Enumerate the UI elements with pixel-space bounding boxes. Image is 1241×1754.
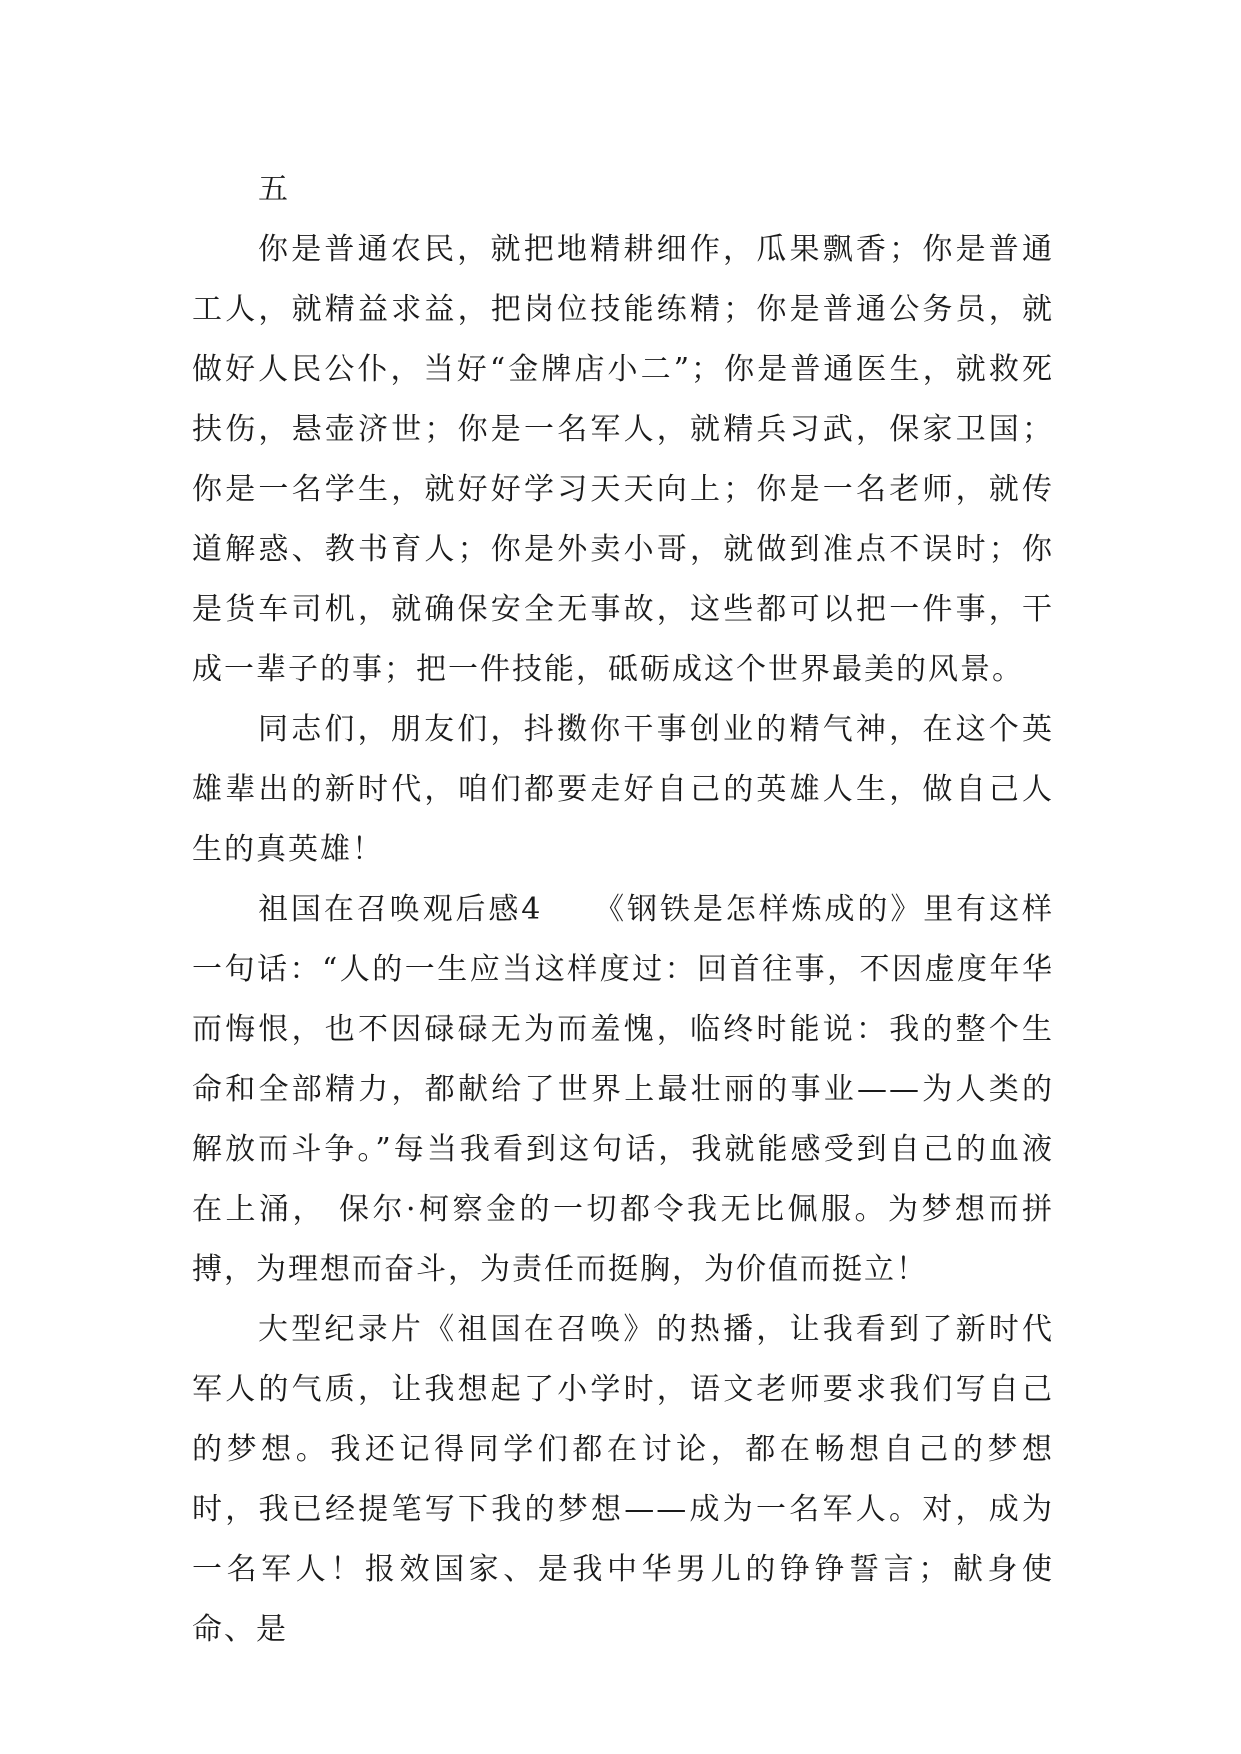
paragraph-professions: 你是普通农民，就把地精耕细作，瓜果飘香；你是普通工人，就精益求益，把岗位技能练精；你是普通公务员，就做好人民公仆，当好“金牌店小二”；你是普通医生，就救死扶伤，悬壶济世；你是一名军人，就精兵习武，保家卫国；你是一名学生，就好好学习天天向上；你是一名老师，就传道解惑、教书育人；你是外卖小哥，就做到准点不误时；你是货车司机，就确保安全无事故，这些都可以把一件事，干成一辈子的事；把一件技能，砥砺成这个世界最美的风景。 bbox=[192, 232, 1054, 687]
paragraph-review-4: 祖国在召唤观后感4 《钢铁是怎样炼成的》里有这样一句话：“人的一生应当这样度过：回首往事，不因虚度年华而悔恨，也不因碌碌无为而羞愧，临终时能说：我的整个生命和全部精力，都献给了世界上最壮丽的事业——为人类的解放而斗争。”每当我看到这句话，我就能感受到自己的血液在上涌， 保尔·柯察金的一切都令我无比佩服。为梦想而拼搏，为理想而奋斗，为责任而挺胸，为价值而挺立！ bbox=[192, 892, 1054, 1287]
document-body bbox=[192, 160, 1054, 1660]
paragraph-comrades: 同志们，朋友们，抖擞你干事创业的精气神，在这个英雄辈出的新时代，咱们都要走好自己的英雄人生，做自己人生的真英雄！ bbox=[192, 712, 1054, 867]
paragraph-section-number: 五 bbox=[258, 172, 290, 207]
paragraph-documentary: 大型纪录片《祖国在召唤》的热播，让我看到了新时代军人的气质，让我想起了小学时，语文老师要求我们写自己的梦想。我还记得同学们都在讨论，都在畅想自己的梦想时，我已经提笔写下我的梦想——成为一名军人。对，成为一名军人！报效国家、是我中华男儿的铮铮誓言；献身使命、是 bbox=[192, 1312, 1054, 1647]
